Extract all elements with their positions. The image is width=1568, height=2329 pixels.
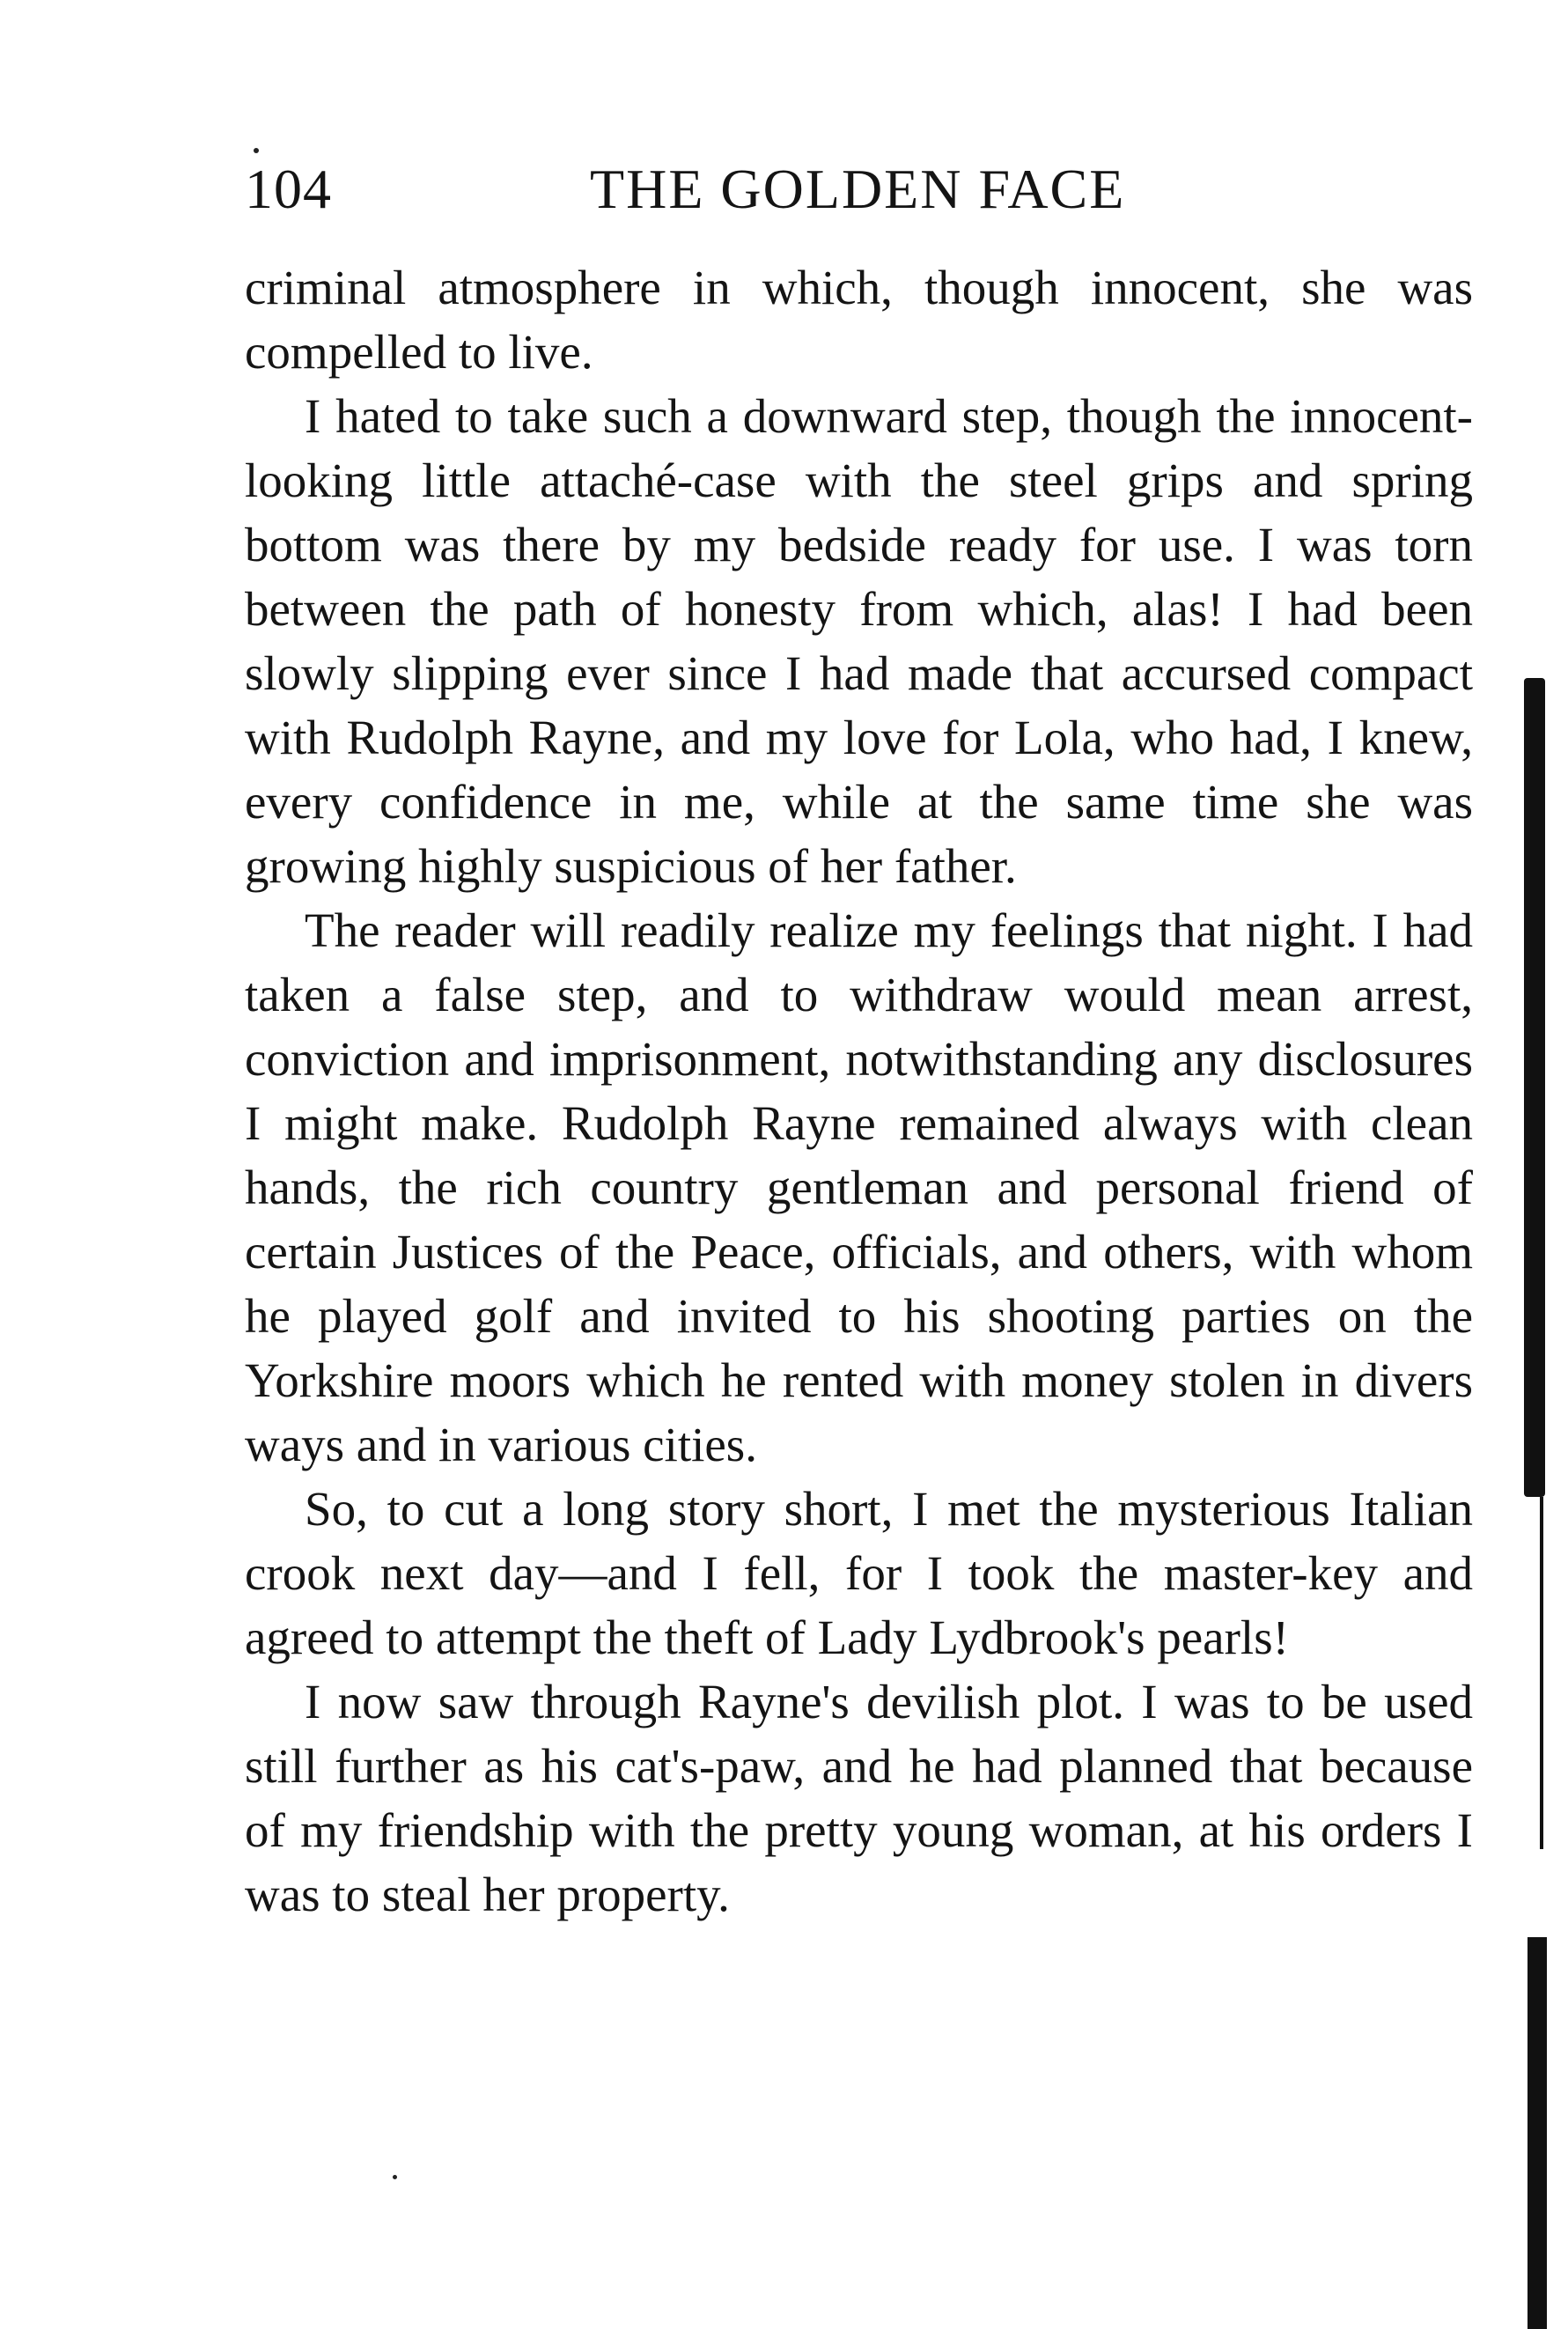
paragraph-2: I hated to take such a downward step, though the innocent-looking little attaché-case with the steel grips and spring bottom was there by my bedside ready for use. I was torn between the path of honesty from which, alas! I had been slowly slipping ever since I had made that accursed compact with Rudolph Rayne, and my love for Lola, who had, I knew, every confidence in me, while at the same time she was growing highly suspicious of her father. [245,389,1473,893]
scan-edge-shadow-top [1524,678,1545,1497]
paragraph-5: I now saw through Rayne's devilish plot. I was to be used still further as his cat's-paw, and he had planned that because of my friendship with the pretty young woman, at his orders I was to steal her property. [245,1675,1473,1921]
scan-edge-shadow-middle [1540,1497,1543,1849]
scan-speck [254,148,259,153]
scan-speck [393,2175,397,2179]
page-number: 104 [245,158,332,220]
running-title: THE GOLDEN FACE [590,158,1126,220]
paragraph-1: criminal atmosphere in which, though innocent, she was compelled to live. [245,261,1473,379]
paragraph-4: So, to cut a long story short, I met the mysterious Italian crook next day—and I fell, for I took the master-key and agreed to attempt the theft of Lady Lydbrook's pearls! [245,1482,1473,1664]
scan-edge-shadow-bottom [1528,1937,1547,2329]
page-header [245,150,1473,229]
paragraph-3: The reader will readily realize my feelings that night. I had taken a false step, and to withdraw would mean arrest, conviction and imprisonment, notwithstanding any disclosures I might make. Rudolph Rayne remained always with clean hands, the rich country gentleman and personal friend of certain Justices of the Peace, officials, and others, with whom he played golf and invited to his shooting parties on the Yorkshire moors which he rented with money stolen in divers ways and in various cities. [245,903,1473,1471]
body-text [245,255,1473,1927]
